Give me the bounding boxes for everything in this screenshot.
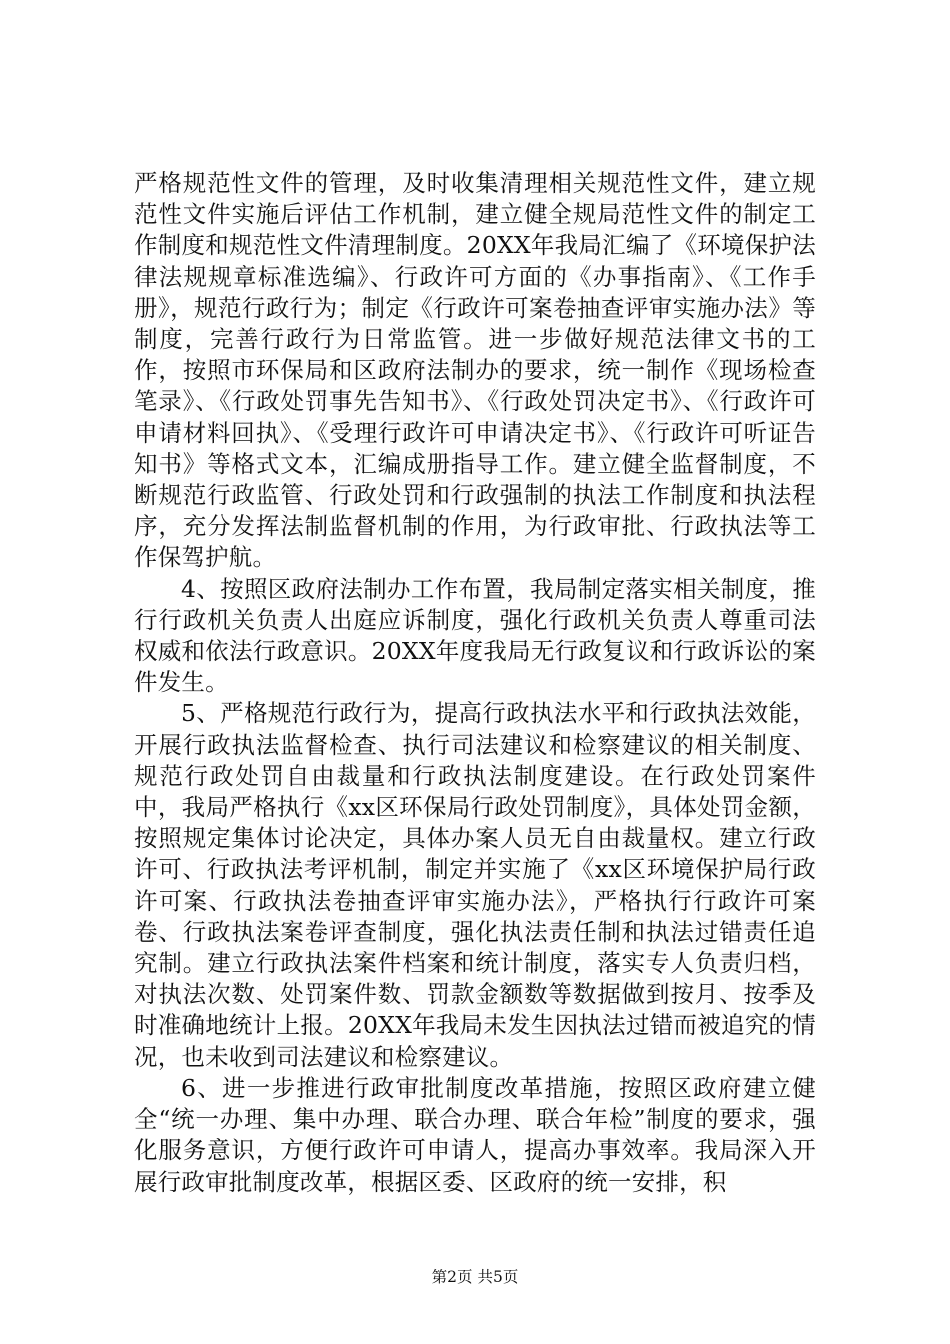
paragraph-continued: 严格规范性文件的管理，及时收集清理相关规范性文件，建立规范性文件实施后评估工作机制，建立健全规局范性文件的制定工作制度和规范性文件清理制度。20XX年我局汇编了《环境保护法律法规规章标准选编》、行政许可方面的《办事指南》、《工作手册》，规范行政行为；制定《行政许可案卷抽查评审实施办法》等制度，完善行政行为日常监管。进一步做好规范法律文书的工作，按照市环保局和区政府法制办的要求，统一制作《现场检查笔录》、《行政处罚事先告知书》、《行政处罚决定书》、《行政许可申请材料回执》、《受理行政许可申请决定书》、《行政许可听证告知书》等格式文本，汇编成册指导工作。建立健全监督制度，不断规范行政监管、行政处罚和行政强制的执法工作制度和执法程序，充分发挥法制监督机制的作用，为行政审批、行政执法等工作保驾护航。	[134, 169, 816, 572]
paragraph-item-4: 4、按照区政府法制办工作布置，我局制定落实相关制度，推行行政机关负责人出庭应诉制度，强化行政机关负责人尊重司法权威和依法行政意识。20XX年度我局无行政复议和行政诉讼的案件发生。	[134, 574, 816, 697]
paragraph-item-5: 5、严格规范行政行为，提高行政执法水平和行政执法效能，开展行政执法监督检查、执行司法建议和检察建议的相关制度、规范行政处罚自由裁量和行政执法制度建设。在行政处罚案件中，我局严格执行《xx区环保局行政处罚制度》，具体处罚金额，按照规定集体讨论决定，具体办案人员无自由裁量权。建立行政许可、行政执法考评机制，制定并实施了《xx区环境保护局行政许可案、行政执法卷抽查评审实施办法》，严格执行行政许可案卷、行政执法案卷评查制度，强化执法责任制和执法过错责任追究制。建立行政执法案件档案和统计制度，落实专人负责归档，对执法次数、处罚案件数、罚款金额数等数据做到按月、按季及时准确地统计上报。20XX年我局未发生因执法过错而被追究的情况，也未收到司法建议和检察建议。	[134, 699, 816, 1071]
paragraph-item-6: 6、进一步推进行政审批制度改革措施，按照区政府建立健全“统一办理、集中办理、联合办理、联合年检”制度的要求，强化服务意识，方便行政许可申请人，提高办事效率。我局深入开展行政审批制度改革，根据区委、区政府的统一安排，积	[134, 1073, 816, 1196]
document-body	[134, 168, 816, 1198]
page-footer: 第2页 共5页	[431, 1268, 519, 1286]
